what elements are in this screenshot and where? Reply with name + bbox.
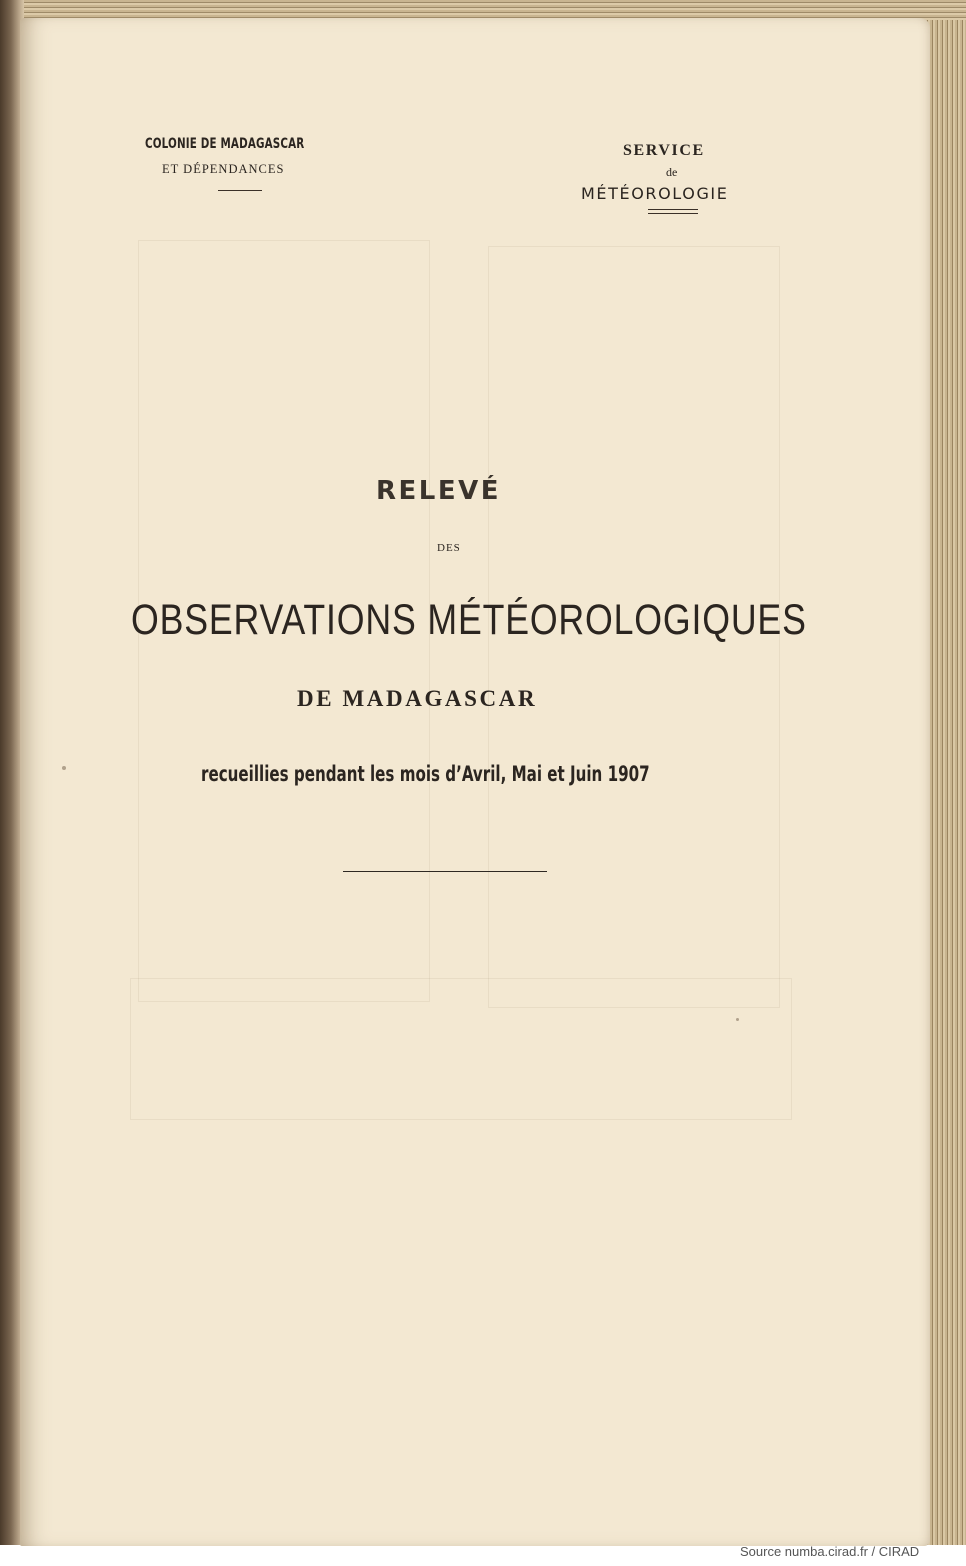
paper-speck [736, 1018, 739, 1021]
header-service-de: de [666, 165, 678, 179]
header-service-meteorologie: MÉTÉOROLOGIE [581, 184, 729, 203]
main-title-releve: RELEVÉ [376, 476, 501, 506]
main-subtitle: recueillies pendant les mois d’Avril, Mai et Juin 1907 [201, 762, 650, 786]
header-right-rule-bottom [648, 213, 698, 214]
header-left-rule [218, 190, 262, 191]
header-right-rule-top [648, 209, 698, 210]
header-service-title: SERVICE [623, 142, 705, 159]
bleed-through-table-bottom [130, 978, 792, 1120]
main-title-de-madagascar: DE MADAGASCAR [297, 686, 538, 711]
main-title-observations: OBSERVATIONS MÉTÉOROLOGIQUES [131, 596, 807, 644]
paper-speck [62, 766, 66, 770]
header-colony-title: COLONIE DE MADAGASCAR [145, 136, 305, 152]
header-colony-subtitle: ET DÉPENDANCES [162, 162, 285, 176]
source-credit: Source numba.cirad.fr / CIRAD [740, 1544, 920, 1559]
center-rule [343, 871, 547, 872]
main-title-des: DES [437, 542, 461, 554]
